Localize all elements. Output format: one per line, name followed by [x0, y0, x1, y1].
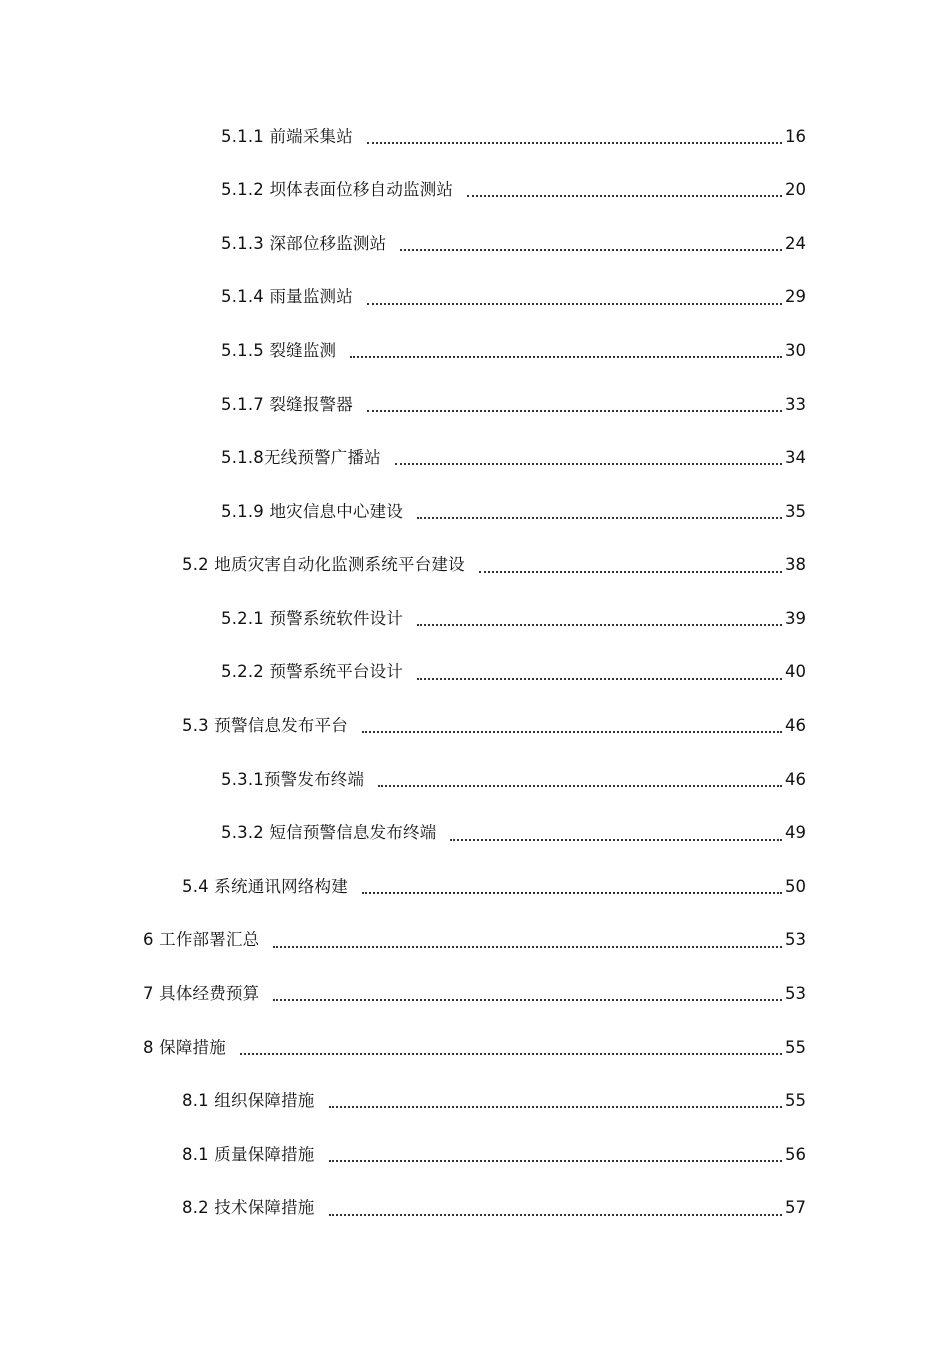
dot-leader	[350, 350, 782, 358]
toc-entry[interactable]	[0, 1182, 950, 1236]
toc-entry[interactable]	[0, 217, 950, 271]
dot-leader	[273, 993, 782, 1001]
dot-leader	[329, 1208, 783, 1216]
toc-page-number: 55	[785, 1037, 806, 1057]
toc-entry-label: 5.3.2 短信预警信息发布终端	[221, 823, 437, 843]
toc-page-number: 20	[785, 180, 806, 200]
toc-entry-label: 7 具体经费预算	[143, 984, 260, 1004]
dot-leader	[467, 189, 782, 197]
toc-page-number: 55	[785, 1091, 806, 1111]
toc-entry-label: 8.1 组织保障措施	[182, 1091, 315, 1111]
toc-entry[interactable]	[0, 539, 950, 593]
toc-entry-label: 8 保障措施	[143, 1037, 226, 1057]
dot-leader	[362, 886, 782, 894]
toc-page-number: 53	[785, 984, 806, 1004]
toc-entry[interactable]	[0, 646, 950, 700]
toc-page-number: 16	[785, 126, 806, 146]
toc-entry[interactable]	[0, 860, 950, 914]
toc-entry[interactable]	[0, 968, 950, 1022]
toc-page-number: 24	[785, 233, 806, 253]
toc-page-number: 34	[785, 448, 806, 468]
toc-entry[interactable]	[0, 164, 950, 218]
toc-entry-label: 5.1.3 深部位移监测站	[221, 233, 387, 253]
toc-entry-label: 6 工作部署汇总	[143, 930, 260, 950]
toc-page-number: 35	[785, 501, 806, 521]
dot-leader	[367, 136, 782, 144]
toc-entry[interactable]	[0, 110, 950, 164]
toc-page-number: 46	[785, 716, 806, 736]
toc-entry[interactable]	[0, 1075, 950, 1129]
dot-leader	[240, 1047, 782, 1055]
toc-page-number: 29	[785, 287, 806, 307]
toc-entry[interactable]	[0, 432, 950, 486]
toc-page-number: 56	[785, 1144, 806, 1164]
toc-entry-label: 5.1.9 地灾信息中心建设	[221, 501, 404, 521]
dot-leader	[417, 672, 782, 680]
toc-entry[interactable]	[0, 378, 950, 432]
dot-leader	[329, 1154, 783, 1162]
toc-entry-label: 5.2.1 预警系统软件设计	[221, 608, 404, 628]
dot-leader	[479, 565, 782, 573]
toc-page-number: 40	[785, 662, 806, 682]
toc-entry[interactable]	[0, 914, 950, 968]
toc-page-number: 33	[785, 394, 806, 414]
toc-entry-label: 5.1.1 前端采集站	[221, 126, 353, 146]
dot-leader	[417, 618, 782, 626]
toc-entry-label: 5.3 预警信息发布平台	[182, 716, 348, 736]
toc-page-number: 38	[785, 555, 806, 575]
toc-entry[interactable]	[0, 700, 950, 754]
toc-entry-label: 5.1.5 裂缝监测	[221, 340, 337, 360]
dot-leader	[417, 511, 782, 519]
toc-entry[interactable]	[0, 271, 950, 325]
dot-leader	[273, 940, 782, 948]
dot-leader	[400, 243, 782, 251]
toc-entry[interactable]	[0, 1128, 950, 1182]
toc-entry-label: 5.1.8无线预警广播站	[221, 448, 381, 468]
toc-entry-label: 5.1.2 坝体表面位移自动监测站	[221, 180, 454, 200]
toc-entry-label: 5.2.2 预警系统平台设计	[221, 662, 404, 682]
dot-leader	[378, 779, 782, 787]
toc-entry[interactable]	[0, 1021, 950, 1075]
toc-entry[interactable]	[0, 324, 950, 378]
dot-leader	[329, 1100, 783, 1108]
toc-page-number: 30	[785, 340, 806, 360]
toc-page-number: 57	[785, 1198, 806, 1218]
toc-entry-label: 8.2 技术保障措施	[182, 1198, 315, 1218]
toc-page-number: 53	[785, 930, 806, 950]
dot-leader	[395, 457, 782, 465]
table-of-contents	[0, 110, 950, 1235]
toc-entry-label: 5.3.1预警发布终端	[221, 769, 365, 789]
toc-entry[interactable]	[0, 485, 950, 539]
toc-entry-label: 5.4 系统通讯网络构建	[182, 876, 348, 896]
toc-entry[interactable]	[0, 753, 950, 807]
dot-leader	[362, 725, 782, 733]
toc-entry-label: 5.2 地质灾害自动化监测系统平台建设	[182, 555, 465, 575]
toc-entry-label: 5.1.7 裂缝报警器	[221, 394, 353, 414]
toc-entry[interactable]	[0, 592, 950, 646]
dot-leader	[450, 833, 782, 841]
toc-page-number: 50	[785, 876, 806, 896]
dot-leader	[367, 404, 782, 412]
toc-entry-label: 5.1.4 雨量监测站	[221, 287, 353, 307]
toc-entry[interactable]	[0, 807, 950, 861]
toc-page-number: 49	[785, 823, 806, 843]
toc-entry-label: 8.1 质量保障措施	[182, 1144, 315, 1164]
dot-leader	[367, 297, 782, 305]
toc-page-number: 39	[785, 608, 806, 628]
toc-page-number: 46	[785, 769, 806, 789]
